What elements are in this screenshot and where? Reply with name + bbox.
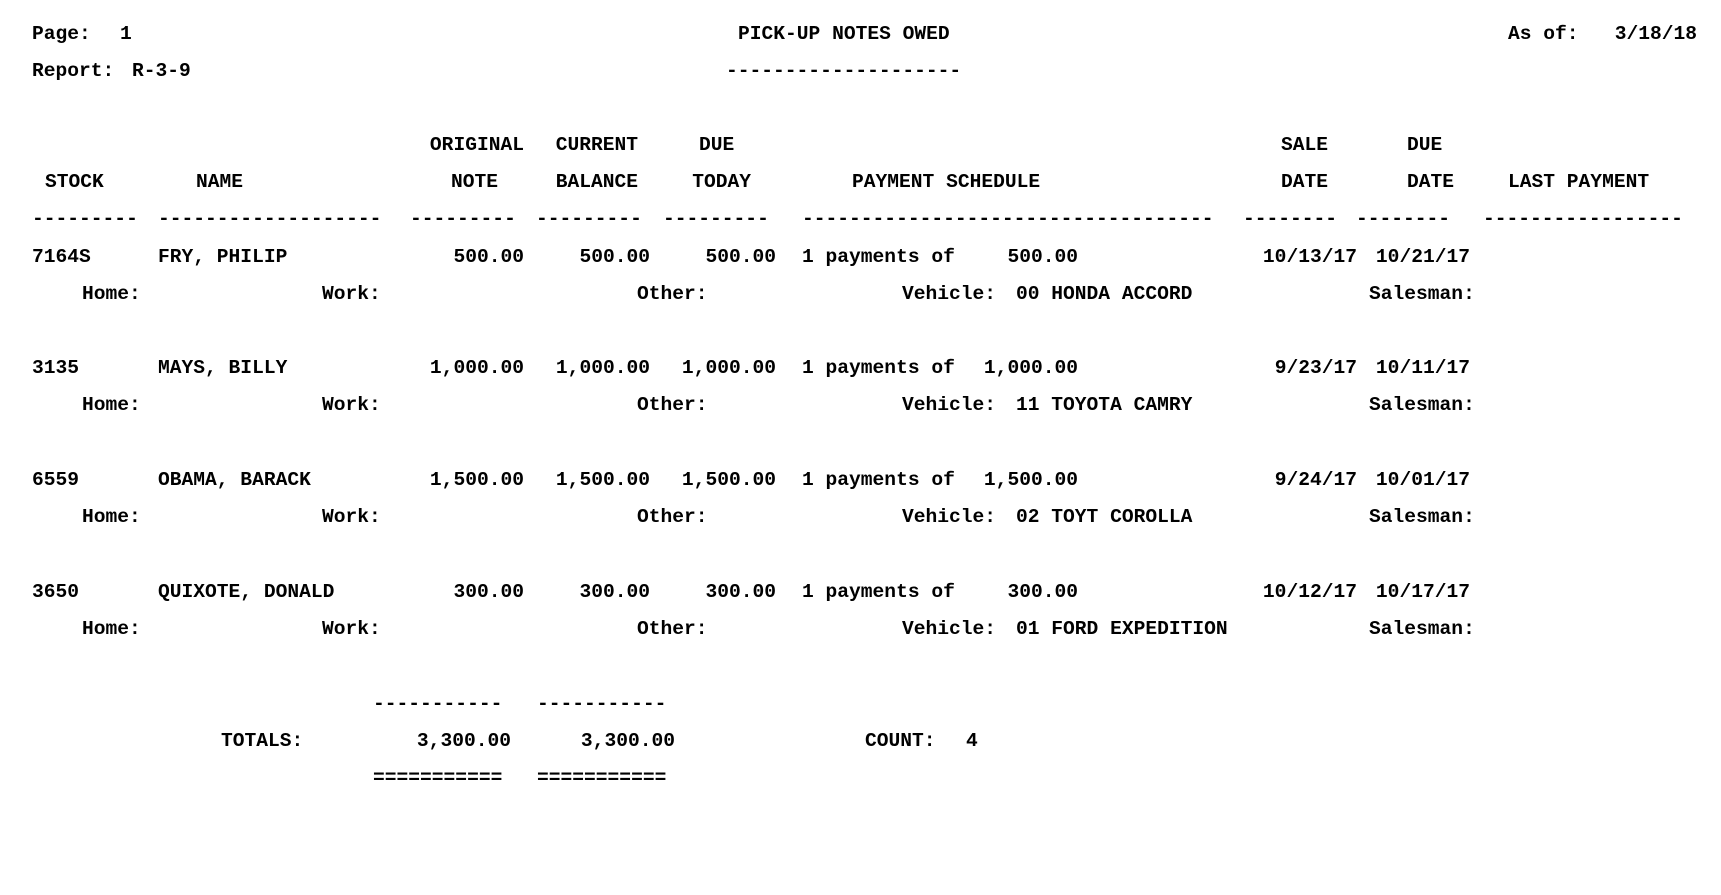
rule-stock: --------- [32, 208, 138, 230]
record-schedule: 1 payments of [802, 246, 955, 268]
totals-label: TOTALS: [221, 730, 304, 752]
totals-rule-bottom-current: =========== [537, 767, 667, 789]
record-sale-date: 10/13/17 [1262, 246, 1357, 268]
record-detail-row [0, 615, 1721, 643]
home-label: Home: [82, 394, 141, 416]
col-payment-schedule-h2: PAYMENT SCHEDULE [852, 171, 1041, 193]
vehicle-label: Vehicle: [902, 283, 997, 305]
record-stock: 3650 [32, 581, 80, 603]
record-stock: 6559 [32, 469, 80, 491]
home-label: Home: [82, 283, 141, 305]
page-number: 1 [120, 23, 132, 45]
report-header-line-1 [0, 20, 1721, 48]
record-detail-row [0, 280, 1721, 308]
record-detail-row [0, 503, 1721, 531]
rule-due-date: -------- [1356, 208, 1451, 230]
salesman-label: Salesman: [1369, 618, 1475, 640]
record-schedule-amount: 1,000.00 [983, 357, 1078, 379]
column-rule-line [0, 205, 1721, 233]
record-vehicle: 11 TOYOTA CAMRY [1016, 394, 1193, 416]
record-due-today: 500.00 [705, 246, 776, 268]
home-label: Home: [82, 506, 141, 528]
record-schedule-amount: 500.00 [1007, 246, 1078, 268]
column-header-line-2 [0, 168, 1721, 196]
record-vehicle: 02 TOYT COROLLA [1016, 506, 1193, 528]
record-name: OBAMA, BARACK [158, 469, 311, 491]
record-due-date: 10/11/17 [1375, 357, 1470, 379]
vehicle-label: Vehicle: [902, 618, 997, 640]
report-label: Report: [32, 60, 115, 82]
record-stock: 3135 [32, 357, 80, 379]
record-due-today: 1,500.00 [681, 469, 776, 491]
record-row [0, 466, 1721, 494]
column-header-line-1 [0, 131, 1721, 159]
home-label: Home: [82, 618, 141, 640]
record-current-balance: 300.00 [579, 581, 650, 603]
rule-name: ------------------- [158, 208, 382, 230]
record-stock: 7164S [32, 246, 91, 268]
record-vehicle: 00 HONDA ACCORD [1016, 283, 1193, 305]
col-sale-date-h2: DATE [1281, 171, 1329, 193]
record-detail-row [0, 391, 1721, 419]
record-current-balance: 500.00 [579, 246, 650, 268]
rule-due-today: --------- [663, 208, 769, 230]
col-sale-date-h1: SALE [1281, 134, 1329, 156]
salesman-label: Salesman: [1369, 283, 1475, 305]
other-label: Other: [637, 506, 708, 528]
other-label: Other: [637, 618, 708, 640]
totals-rule-top-line [0, 690, 1721, 718]
count-label: COUNT: [865, 730, 936, 752]
record-due-today: 1,000.00 [681, 357, 776, 379]
rule-sale-date: -------- [1243, 208, 1338, 230]
record-current-balance: 1,500.00 [555, 469, 650, 491]
col-name-h2: NAME [196, 171, 244, 193]
record-schedule: 1 payments of [802, 469, 955, 491]
record-row [0, 243, 1721, 271]
record-row [0, 354, 1721, 382]
other-label: Other: [637, 394, 708, 416]
record-schedule: 1 payments of [802, 357, 955, 379]
title-underline: -------------------- [726, 60, 962, 82]
record-sale-date: 9/24/17 [1274, 469, 1357, 491]
record-schedule: 1 payments of [802, 581, 955, 603]
record-original-note: 1,000.00 [429, 357, 524, 379]
col-due-date-h1: DUE [1407, 134, 1443, 156]
rule-current-balance: --------- [536, 208, 642, 230]
count-value: 4 [966, 730, 978, 752]
report-header-line-2 [0, 57, 1721, 85]
record-sale-date: 10/12/17 [1262, 581, 1357, 603]
rule-original-note: --------- [410, 208, 516, 230]
salesman-label: Salesman: [1369, 506, 1475, 528]
col-last-payment-h2: LAST PAYMENT [1508, 171, 1650, 193]
record-vehicle: 01 FORD EXPEDITION [1016, 618, 1228, 640]
work-label: Work: [322, 506, 381, 528]
other-label: Other: [637, 283, 708, 305]
record-due-date: 10/21/17 [1375, 246, 1470, 268]
record-original-note: 1,500.00 [429, 469, 524, 491]
work-label: Work: [322, 618, 381, 640]
rule-last-payment: ----------------- [1483, 208, 1683, 230]
record-due-today: 300.00 [705, 581, 776, 603]
col-due-today-h2: TODAY [692, 171, 751, 193]
as-of-date: 3/18/18 [1614, 23, 1697, 45]
col-original-note-h2: NOTE [450, 171, 498, 193]
totals-original-note: 3,300.00 [416, 730, 511, 752]
totals-rule-bottom-line [0, 764, 1721, 792]
totals-rule-bottom-original: =========== [373, 767, 503, 789]
page-label: Page: [32, 23, 91, 45]
totals-current-balance: 3,300.00 [580, 730, 675, 752]
as-of-label: As of: [1508, 23, 1579, 45]
record-row [0, 578, 1721, 606]
col-due-today-h1: DUE [699, 134, 735, 156]
record-due-date: 10/17/17 [1375, 581, 1470, 603]
record-due-date: 10/01/17 [1375, 469, 1470, 491]
record-name: QUIXOTE, DONALD [158, 581, 335, 603]
totals-rule-top-current: ----------- [537, 693, 667, 715]
record-schedule-amount: 300.00 [1007, 581, 1078, 603]
record-schedule-amount: 1,500.00 [983, 469, 1078, 491]
record-name: FRY, PHILIP [158, 246, 288, 268]
totals-line [0, 727, 1721, 755]
col-original-note-h1: ORIGINAL [429, 134, 524, 156]
col-due-date-h2: DATE [1407, 171, 1455, 193]
report-id: R-3-9 [132, 60, 191, 82]
vehicle-label: Vehicle: [902, 394, 997, 416]
work-label: Work: [322, 283, 381, 305]
totals-rule-top-original: ----------- [373, 693, 503, 715]
record-current-balance: 1,000.00 [555, 357, 650, 379]
work-label: Work: [322, 394, 381, 416]
record-sale-date: 9/23/17 [1274, 357, 1357, 379]
salesman-label: Salesman: [1369, 394, 1475, 416]
col-stock-h2: STOCK [45, 171, 104, 193]
report-title: PICK-UP NOTES OWED [738, 23, 950, 45]
record-original-note: 500.00 [453, 246, 524, 268]
col-current-balance-h2: BALANCE [555, 171, 638, 193]
record-name: MAYS, BILLY [158, 357, 288, 379]
vehicle-label: Vehicle: [902, 506, 997, 528]
record-original-note: 300.00 [453, 581, 524, 603]
rule-payment-schedule: ----------------------------------- [802, 208, 1214, 230]
col-current-balance-h1: CURRENT [555, 134, 638, 156]
